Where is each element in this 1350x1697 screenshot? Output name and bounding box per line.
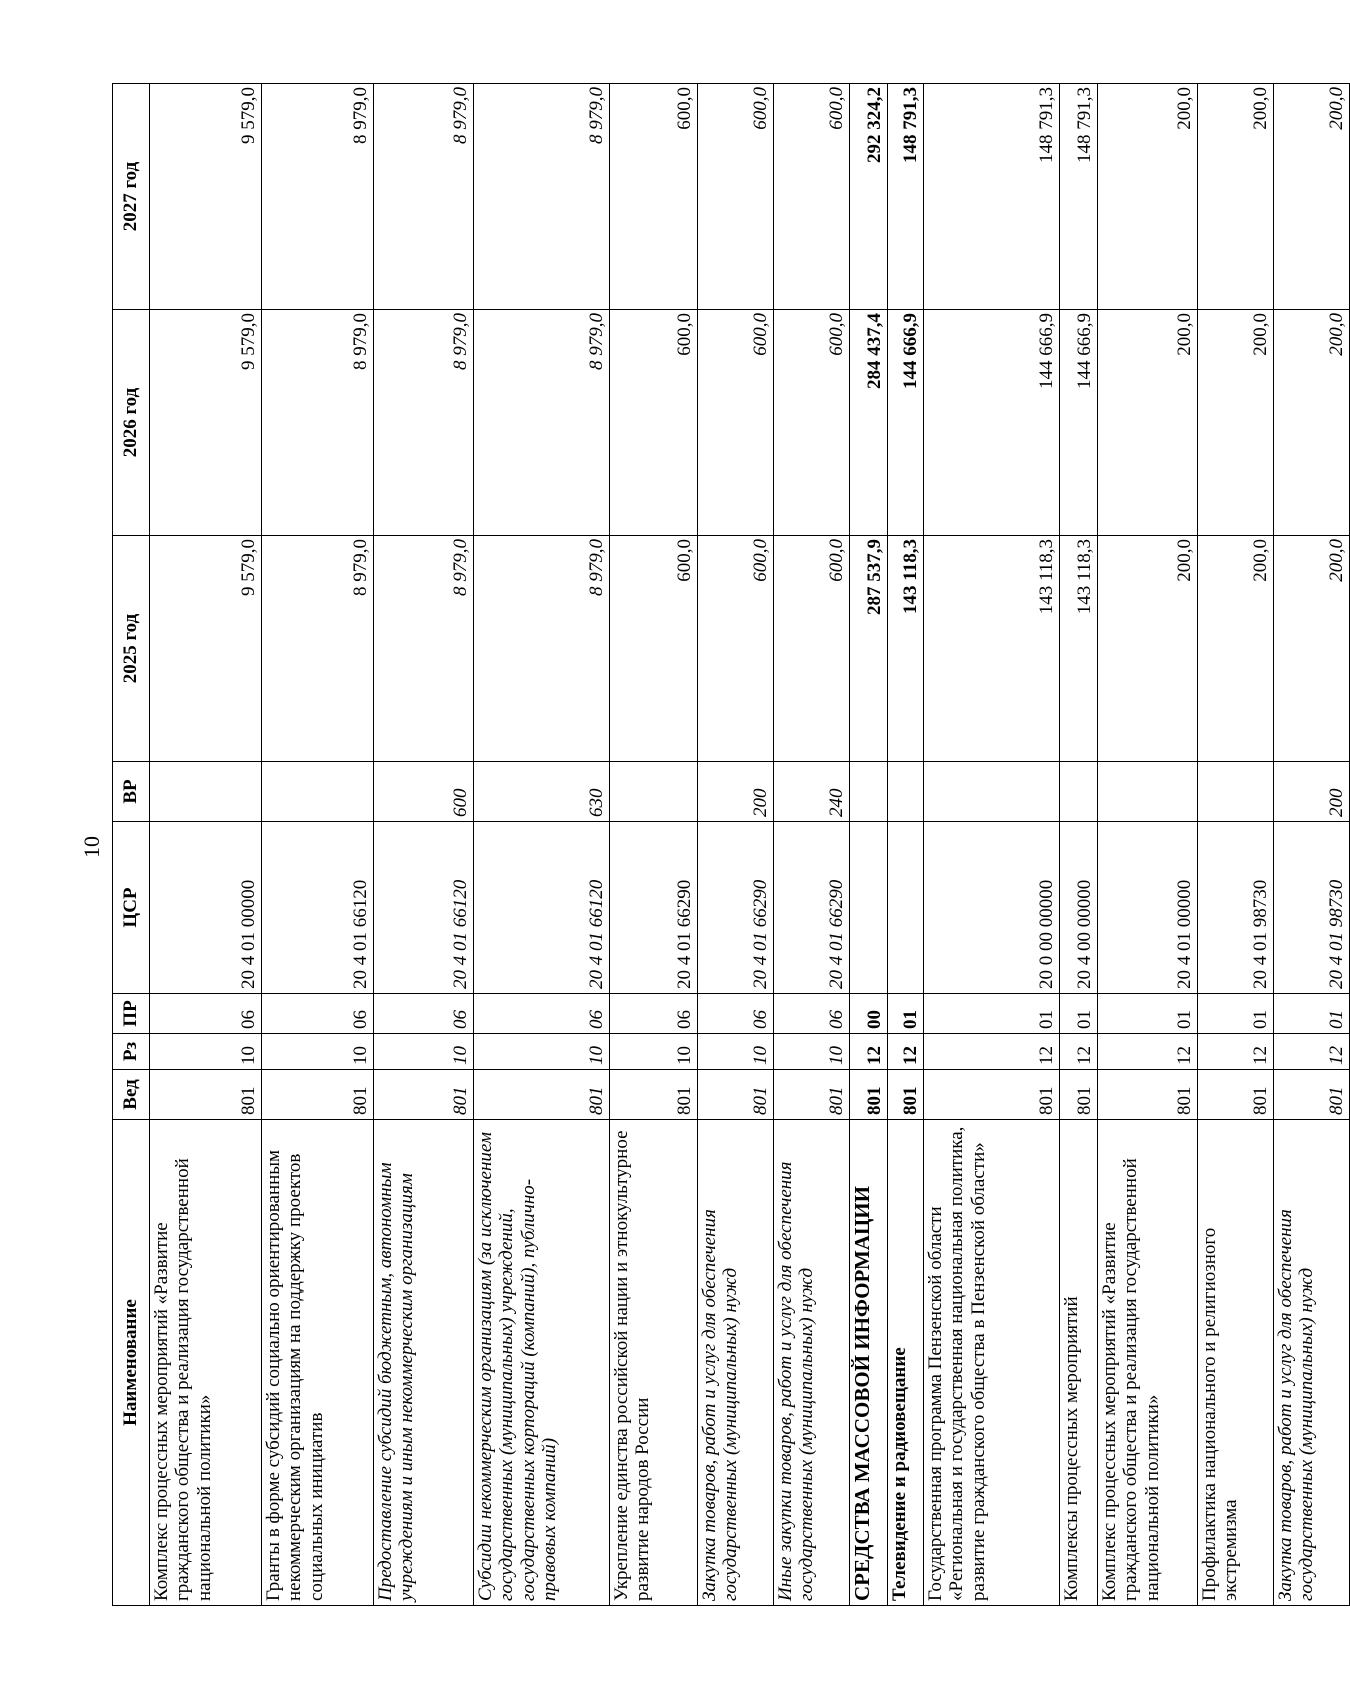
cell-2026: 8 979,0 [474,310,610,536]
cell-2027: 8 979,0 [474,84,610,310]
cell-rz: 12 [888,1034,924,1070]
cell-rz: 12 [1060,1034,1098,1070]
cell-pr: 01 [1198,994,1274,1034]
table-row [888,84,924,1606]
cell-rz: 12 [850,1034,888,1070]
table-row [262,84,374,1606]
cell-pr: 01 [888,994,924,1034]
cell-name: Комплекс процессных мероприятий «Развитие гражданского общества и реализация государственной национальной политики» [150,1120,262,1606]
cell-csr: 20 4 01 00000 [1098,822,1198,994]
cell-ved: 801 [610,1070,698,1120]
cell-2027: 292 324,2 [850,84,888,310]
cell-csr: 20 4 01 98730 [1274,822,1350,994]
cell-2026: 200,0 [1274,310,1350,536]
cell-ved: 801 [474,1070,610,1120]
cell-rz: 12 [1098,1034,1198,1070]
cell-2026: 144 666,9 [924,310,1060,536]
cell-pr: 01 [1098,994,1198,1034]
cell-name: Комплексы процессных мероприятий [1060,1120,1098,1606]
cell-2027: 600,0 [698,84,774,310]
cell-2027: 200,0 [1098,84,1198,310]
cell-name: Телевидение и радиовещание [888,1120,924,1606]
cell-name: Закупка товаров, работ и услуг для обеспечения государственных (муниципальных) нужд [698,1120,774,1606]
cell-csr: 20 4 01 66120 [262,822,374,994]
table-row [374,84,474,1606]
cell-2025: 287 537,9 [850,536,888,762]
cell-csr: 20 4 01 66290 [610,822,698,994]
cell-ved: 801 [698,1070,774,1120]
table-row [924,84,1060,1606]
cell-csr [850,822,888,994]
cell-name: Профилактика национального и религиозного экстремизма [1198,1120,1274,1606]
cell-2026: 9 579,0 [150,310,262,536]
rotated-table-container [112,84,1347,1606]
cell-pr: 00 [850,994,888,1034]
header-row [113,84,150,1606]
cell-pr: 01 [1060,994,1098,1034]
cell-2025: 600,0 [610,536,698,762]
page-number: 10 [79,836,104,858]
cell-2025: 143 118,3 [888,536,924,762]
cell-rz: 10 [698,1034,774,1070]
cell-2025: 600,0 [774,536,850,762]
cell-ved: 801 [1098,1070,1198,1120]
cell-csr [888,822,924,994]
cell-2027: 148 791,3 [924,84,1060,310]
cell-2027: 148 791,3 [1060,84,1098,310]
cell-vr [610,762,698,822]
cell-rz: 10 [774,1034,850,1070]
cell-2025: 143 118,3 [924,536,1060,762]
cell-csr: 20 4 01 98730 [1198,822,1274,994]
cell-2027: 9 579,0 [150,84,262,310]
cell-2026: 144 666,9 [1060,310,1098,536]
cell-ved: 801 [774,1070,850,1120]
cell-rz: 10 [610,1034,698,1070]
cell-rz: 10 [262,1034,374,1070]
cell-csr: 20 4 01 66290 [774,822,850,994]
cell-ved: 801 [888,1070,924,1120]
cell-pr: 06 [262,994,374,1034]
cell-rz: 10 [374,1034,474,1070]
cell-vr: 240 [774,762,850,822]
cell-2027: 8 979,0 [262,84,374,310]
cell-2027: 8 979,0 [374,84,474,310]
header-vr: ВР [113,762,150,822]
cell-vr: 200 [1274,762,1350,822]
cell-ved: 801 [924,1070,1060,1120]
cell-2025: 9 579,0 [150,536,262,762]
cell-vr [150,762,262,822]
cell-vr [1098,762,1198,822]
cell-name: Субсидии некоммерческим организациям (за исключением государственных (муниципальных) учреждений, государственных корпораций (компаний), публично-правовых компаний) [474,1120,610,1606]
cell-2026: 8 979,0 [262,310,374,536]
cell-2025: 200,0 [1198,536,1274,762]
cell-name: Государственная программа Пензенской области «Региональная и государственная национальная политика, развитие гражданского общества в Пензенской области» [924,1120,1060,1606]
cell-vr [1198,762,1274,822]
table-row [474,84,610,1606]
table-row [698,84,774,1606]
cell-2025: 200,0 [1274,536,1350,762]
cell-2025: 8 979,0 [262,536,374,762]
header-2027: 2027 год [113,84,150,310]
cell-csr: 20 4 01 66120 [474,822,610,994]
header-pr: ПР [113,994,150,1034]
cell-csr: 20 0 00 00000 [924,822,1060,994]
cell-rz: 12 [1198,1034,1274,1070]
cell-vr: 200 [698,762,774,822]
cell-rz: 12 [1274,1034,1350,1070]
cell-rz: 12 [924,1034,1060,1070]
cell-2026: 144 666,9 [888,310,924,536]
cell-2026: 200,0 [1098,310,1198,536]
cell-2026: 200,0 [1198,310,1274,536]
cell-csr: 20 4 01 66120 [374,822,474,994]
header-rz: Рз [113,1034,150,1070]
cell-csr: 20 4 01 66290 [698,822,774,994]
table-body [150,84,1350,1606]
cell-name: Предоставление субсидий бюджетным, автономным учреждениям и иным некоммерческим организациям [374,1120,474,1606]
cell-name: Гранты в форме субсидий социально ориентированным некоммерческим организациям на поддержку проектов социальных инициатив [262,1120,374,1606]
cell-2025: 8 979,0 [374,536,474,762]
cell-2026: 600,0 [774,310,850,536]
cell-2027: 148 791,3 [888,84,924,310]
table-row [1098,84,1198,1606]
cell-pr: 01 [924,994,1060,1034]
table-row [850,84,888,1606]
cell-name: Комплекс процессных мероприятий «Развитие гражданского общества и реализация государственной национальной политики» [1098,1120,1198,1606]
cell-ved: 801 [1198,1070,1274,1120]
cell-2027: 200,0 [1198,84,1274,310]
cell-2025: 200,0 [1098,536,1198,762]
cell-name: Закупка товаров, работ и услуг для обеспечения государственных (муниципальных) нужд [1274,1120,1350,1606]
cell-vr: 630 [474,762,610,822]
cell-vr [888,762,924,822]
table-row [1060,84,1098,1606]
header-csr: ЦСР [113,822,150,994]
cell-csr: 20 4 00 00000 [1060,822,1098,994]
cell-csr: 20 4 01 00000 [150,822,262,994]
cell-2027: 600,0 [774,84,850,310]
cell-rz: 10 [150,1034,262,1070]
cell-vr [262,762,374,822]
cell-ved: 801 [1060,1070,1098,1120]
cell-pr: 06 [610,994,698,1034]
header-2026: 2026 год [113,310,150,536]
cell-2025: 8 979,0 [474,536,610,762]
table-row [774,84,850,1606]
cell-ved: 801 [150,1070,262,1120]
cell-2026: 600,0 [698,310,774,536]
cell-pr: 06 [150,994,262,1034]
cell-pr: 06 [698,994,774,1034]
cell-2026: 284 437,4 [850,310,888,536]
table-row [1198,84,1274,1606]
cell-pr: 06 [374,994,474,1034]
cell-pr: 06 [474,994,610,1034]
cell-name: Укрепление единства российской нации и этнокультурное развитие народов России [610,1120,698,1606]
cell-pr: 06 [774,994,850,1034]
cell-name: СРЕДСТВА МАССОВОЙ ИНФОРМАЦИИ [850,1120,888,1606]
header-ved: Вед [113,1070,150,1120]
cell-ved: 801 [262,1070,374,1120]
table-row [610,84,698,1606]
cell-vr: 600 [374,762,474,822]
cell-2025: 600,0 [698,536,774,762]
cell-ved: 801 [1274,1070,1350,1120]
cell-vr [924,762,1060,822]
cell-vr [1060,762,1098,822]
cell-2027: 200,0 [1274,84,1350,310]
cell-vr [850,762,888,822]
cell-name: Иные закупки товаров, работ и услуг для обеспечения государственных (муниципальных) нужд [774,1120,850,1606]
cell-2027: 600,0 [610,84,698,310]
cell-ved: 801 [850,1070,888,1120]
budget-table [112,83,1350,1606]
cell-rz: 10 [474,1034,610,1070]
cell-2026: 8 979,0 [374,310,474,536]
cell-2026: 600,0 [610,310,698,536]
table-row [1274,84,1350,1606]
cell-pr: 01 [1274,994,1350,1034]
table-row [150,84,262,1606]
cell-ved: 801 [374,1070,474,1120]
header-2025: 2025 год [113,536,150,762]
cell-2025: 143 118,3 [1060,536,1098,762]
header-name: Наименование [113,1120,150,1606]
